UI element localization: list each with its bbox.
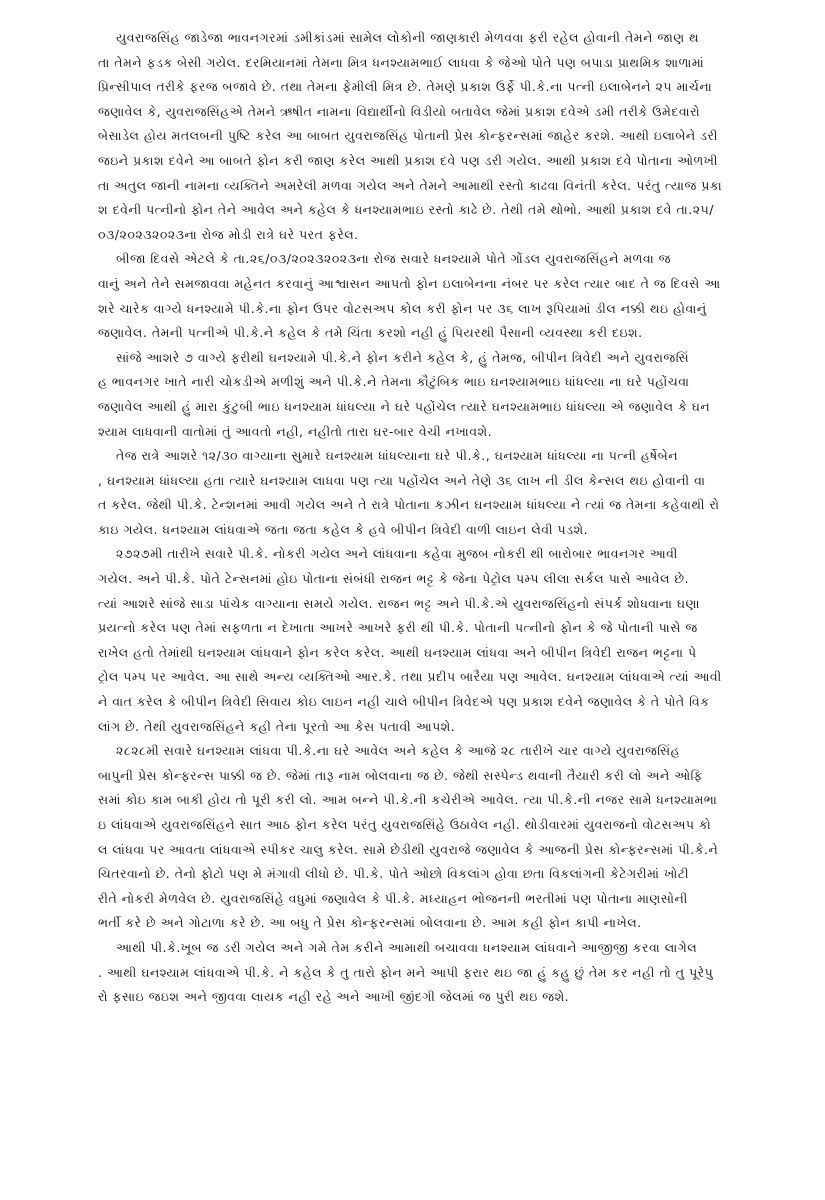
text-line: ૨૮૨૮મી સવારે ઘનશ્યામ લાંધવા પી.કે.ના ઘરે આવેલ અને કહેલ કે આજે ૨૮ તારીખે ચાર વાગ્યે યુવરાજસિંહ: [116, 743, 680, 759]
text-line: ૨૭૨૭મી તારીખે સવારે પી.કે. નોકરી ગયેલ અને લાંધવાના કહેવા મુજબ નોકરી થી બારોબાર ભાવનગર આવી: [116, 546, 678, 562]
text-line: . આથી ઘનશ્યામ લાંધવાએ પી.કે. ને કહેલ કે તુ તારો ફોન મને આપી ફરાર થઇ જા હું કહુ છું તેમ કર નહી તો તુ પૂરેપુ: [98, 964, 714, 980]
text-line: કાઇ ગયેલ. ધનશ્યામ લાંધવાએ જતા જતા કહેલ કે હવે બીપીન ત્રિવેદી વાળી લાઇન લેવી પડશે.: [98, 521, 589, 537]
paragraph-2: [98, 247, 728, 345]
text-line: શ દવેની પત્નીનો ફોન તેને આવેલ અને કહેલ કે ધનશ્યામભાઇ રસ્તો કાઢે છે. તેથી તમે થોભો. આથી પ્રકાશ દવે તા.૨૫/: [98, 202, 714, 218]
text-line: રીતે નોકરી મેળવેલ છે. યુવરાજસિંહે વધુમાં જણાવેલ કે પી.કે. મધ્યાહન ભોજનની ભરતીમાં પણ પોતાના માણસોની: [98, 890, 688, 906]
text-line: જઇને પ્રકાશ દવેને આ બાબતે ફોન કરી જાણ કરેલ આથી પ્રકાશ દવે પણ ડરી ગયેલ. આથી પ્રકાશ દવે પોતાના ઓળખી: [98, 152, 718, 168]
text-line: રો ફસાઇ જઇશ અને જીવવા લાયક નહી રહે અને આખી જીંદગી જેલમાં જ પુરી થઇ જશે.: [98, 989, 570, 1005]
text-line: બીજા દિવસે એટલે કે તા.૨૬/૦૩/૨૦૨૩૨૦૨૩ના રોજ સવારે ધનશ્યામે પોતે ગોંડલ યુવરાજસિંહને મળવા જ: [116, 251, 671, 267]
text-line: જણાવેલ કે, યુવરાજસિંહએ તેમને ઋષીત નામના વિદ્યાર્થીનો વિડીયો બતાવેલ જેમાં પ્રકાશ દવેએ ડમી તરીકે ઉમેદવારો: [98, 103, 701, 119]
text-line: જણાવેલ આથી હું મારા કુંટુબી ભાઇ ધનશ્યામ ધાંધલ્યા ને ઘરે પહોંચેલ ત્યારે ઘનશ્યામભાઇ ધાંધલ્યા એ જણાવેલ કે ઘન: [98, 398, 711, 414]
text-line: બેસાડેલ હોય મતલબની પુષ્ટિ કરેલ આ બાબત યુવરાજસિંહ પોતાની પ્રેસ કોન્ફરન્સમાં જાહેર કરશે. આથી ઇલાબેને ડરી: [98, 128, 719, 144]
text-line: ૦૩/૨૦૨૩૨૦૨૩ના રોજ મોડી રાત્રે ઘરે પરત ફરેલ.: [98, 226, 359, 242]
text-line: સાંજે આશરે ૭ વાગ્યે ફરીથી ઘનશ્યામે પી.કે.ને ફોન કરીને કહેલ કે, હું તેમજ, બીપીન ત્રિવેદી અને યુવરાજસિં: [116, 349, 690, 365]
text-line: શ્યામ લાધવાની વાતોમાં તું આવતો નહી, નહીતો તારા ઘર-બાર વેચી નખાવશે.: [98, 423, 493, 439]
text-line: ગયેલ. અને પી.કે. પોતે ટેન્સનમાં હોઇ પોતાના સંબંધી રાજન ભટ્ટ કે જેના પેટ્રોલ પમ્પ લીલા સર્કલ પાસે આવેલ છે.: [98, 571, 690, 587]
paragraph-6: [98, 739, 728, 936]
paragraph-1: [98, 26, 728, 247]
text-line: આથી પી.કે.ખૂબ જ ડરી ગયેલ અને ગમે તેમ કરીને આમાથી બચાવવા ધનશ્યામ લાંધવાને આજીજી કરવા લાગેલ: [116, 939, 698, 955]
text-line: વાનું અને તેને સમજાવવા મહેનત કરવાનું આશ્વાસન આપતો ફોન ઇલાબેનના નંબર પર કરેલ ત્યાર બાદ તે જ દિવસે આ: [98, 275, 721, 291]
text-line: શરે ચારેક વાગ્યે ધનશ્યામે પી.કે.ના ફોન ઉપર વોટસઅપ કોલ કરી ફોન પર ૩૬ લાખ રૂપિયામાં ડીલ નક્કી થઇ હોવાનું: [98, 300, 707, 316]
paragraph-3: [98, 346, 728, 444]
text-line: ટ્રોલ પમ્પ પર આવેલ. આ સાથે અન્ય વ્યક્તિઓ આર.કે. તથા પ્રદીપ બારૈયા પણ આવેલ. ઘનશ્યામ લાંધવાએ ત્યાં આવી: [98, 669, 722, 685]
text-line: પ્રિન્સીપાલ તરીકે ફરજ બજાવે છે. તથા તેમના ફેમીલી મિત્ર છે. તેમણે પ્રકાશ ઉર્ફે પી.કે.ના પત્ની ઇલાબેનને ૨૫ માર્ચના: [98, 79, 713, 95]
text-line: રાખેલ હતો તેમાંથી ઘનશ્યામ લાંધવાને ફોન કરેલ કરેલ. આથી ઘનશ્યામ લાંધવા અને બીપીન ત્રિવેદી રાજન ભટ્ટના પે: [98, 644, 697, 660]
text-line: જણાવેલ. તેમની પત્નીએ પી.કે.ને કહેલ કે તમે ચિંતા કરશો નહી હું પિયરથી પૈસાની વ્યવસ્થા કરી દઇશ.: [98, 325, 643, 341]
text-line: હ ભાવનગર ખાતે નારી ચોકડીએ મળીશું અને પી.કે.ને તેમના કૌટુંબિક ભાઇ ઘનશ્યામભાઇ ધાંધલ્યા ના ઘરે પહોંચવા: [98, 374, 690, 390]
text-line: , ઘનશ્યામ ધાંધલ્યા હતા ત્યારે ઘનશ્યામ લાધવા પણ ત્યા પહોંચેલ અને તેણે ૩૬ લાખ ની ડીલ કેન્સલ થઇ હોવાની વા: [98, 472, 706, 488]
text-line: ત્યાં આશરે સાંજે સાડા પાંચેક વાગ્યાના સમયે ગયેલ. રાજન ભટ્ટ અને પી.કે.એ યુવરાજસિંહનો સંપર્ક શોધવાના ઘણા: [98, 595, 700, 611]
text-line: લાંગ છે. તેથી યુવરાજસિંહને કહી તેના પૂરતો આ કેસ પતાવી આપશે.: [98, 718, 456, 734]
text-line: પ્રયત્નો કરેલ પણ તેમાં સફળતા ન દેખાતા આખરે આખરે ફરી થી પી.કે. પોતાની પત્નીનો ફોન કે જે પોતાની પાસે જ: [98, 620, 698, 636]
text-line: ઇ લાંધવાએ યુવરાજસિંહને સાત આઠ ફોન કરેલ પરંતુ યુવરાજસિંહે ઉઠાવેલ નહી. થોડીવારમાં યુવરાજનો વોટસઅપ કો: [98, 817, 712, 832]
text-line: ભર્તી કરે છે અને ગોટાળા કરે છે. આ બધુ તે પ્રેસ કોન્ફરન્સમાં બોલવાના છે. આમ કહી ફોન કાપી નાખેલ.: [98, 915, 642, 931]
text-line: લ લાંધવા પર આવતા લાંધવાએ સ્પીકર ચાલુ કરેલ. સામે છેડીથી યુવરાજે જણાવેલ કે આજની પ્રેસ કોન્ફરન્સમાં પી.કે.ને: [98, 841, 719, 857]
text-line: ત કરેલ. જેથી પી.કે. ટેન્શનમાં આવી ગયેલ અને તે રાત્રે પોતાના કઝીન ઘનશ્યામ ધાંધલ્યા ને ત્યાં જ તેમના કહેવાથી રો: [98, 497, 720, 513]
text-line: તેજ રાત્રે આશરે ૧૨/૩૦ વાગ્યાના સુમારે ઘનશ્યામ ધાંધલ્યાના ઘરે પી.કે., ઘનશ્યામ ધાંધલ્યા ના પત્ની હર્ષેબેન: [116, 448, 679, 464]
text-line: બાપુની પ્રેસ કોન્ફરન્સ પાક્કી જ છે. જેમાં તારૂ નામ બોલવાના જ છે. જેથી સસ્પેન્ડ થવાની તૈયારી કરી લો અને ઓફિ: [98, 767, 703, 783]
text-line: સમાં કોઇ કામ બાકી હોય તો પૂરી કરી લો. આમ બન્ને પી.કે.ની કચેરીએ આવેલ. ત્યા પી.કે.ની નજર સામે ધનશ્યામભા: [98, 792, 718, 808]
text-line: ને વાત કરેલ કે બીપીન ત્રિવેદી સિવાય કોઇ લાઇન નહી ચાલે બીપીન ત્રિવેદએ પણ પ્રકાશ દવેને જણાવેલ કે તે પોતે વિક: [98, 694, 710, 710]
text-line: યુવરાજસિંહ જાડેજા ભાવનગરમાં ડમીકાંડમાં સામેલ લોકોની જાણકારી મેળવવા ફરી રહેલ હોવાની તેમને જાણ થ: [116, 30, 700, 45]
text-line: ચિતરવાનો છે. તેનો ફોટો પણ મે મંગાવી લીધો છે. પી.કે. પોતે ઓછો વિકલાંગ હોવા છતા વિકલાંગની કેટેગરીમાં ખોટી: [98, 866, 690, 882]
document-page: [98, 26, 728, 1010]
text-line: તા અતુલ જાની નામના વ્યક્તિને અમરેલી મળવા ગયેલ અને તેમને આમાથી રસ્તો કાઢવા વિનંતી કરેલ. પરંતુ ત્યાજ પ્રકા: [98, 177, 723, 193]
text-line: તા તેમને ફડક બેસી ગયેલ. દરમિયાનમાં તેમના મિત્ર ધનશ્યામભાઈ લાધવા કે જેઓ પોતે પણ બપાડા પ્રાથમિક શાળામાં: [98, 54, 705, 70]
paragraph-5: [98, 542, 728, 739]
paragraph-4: [98, 444, 728, 542]
paragraph-7: [98, 936, 728, 1010]
